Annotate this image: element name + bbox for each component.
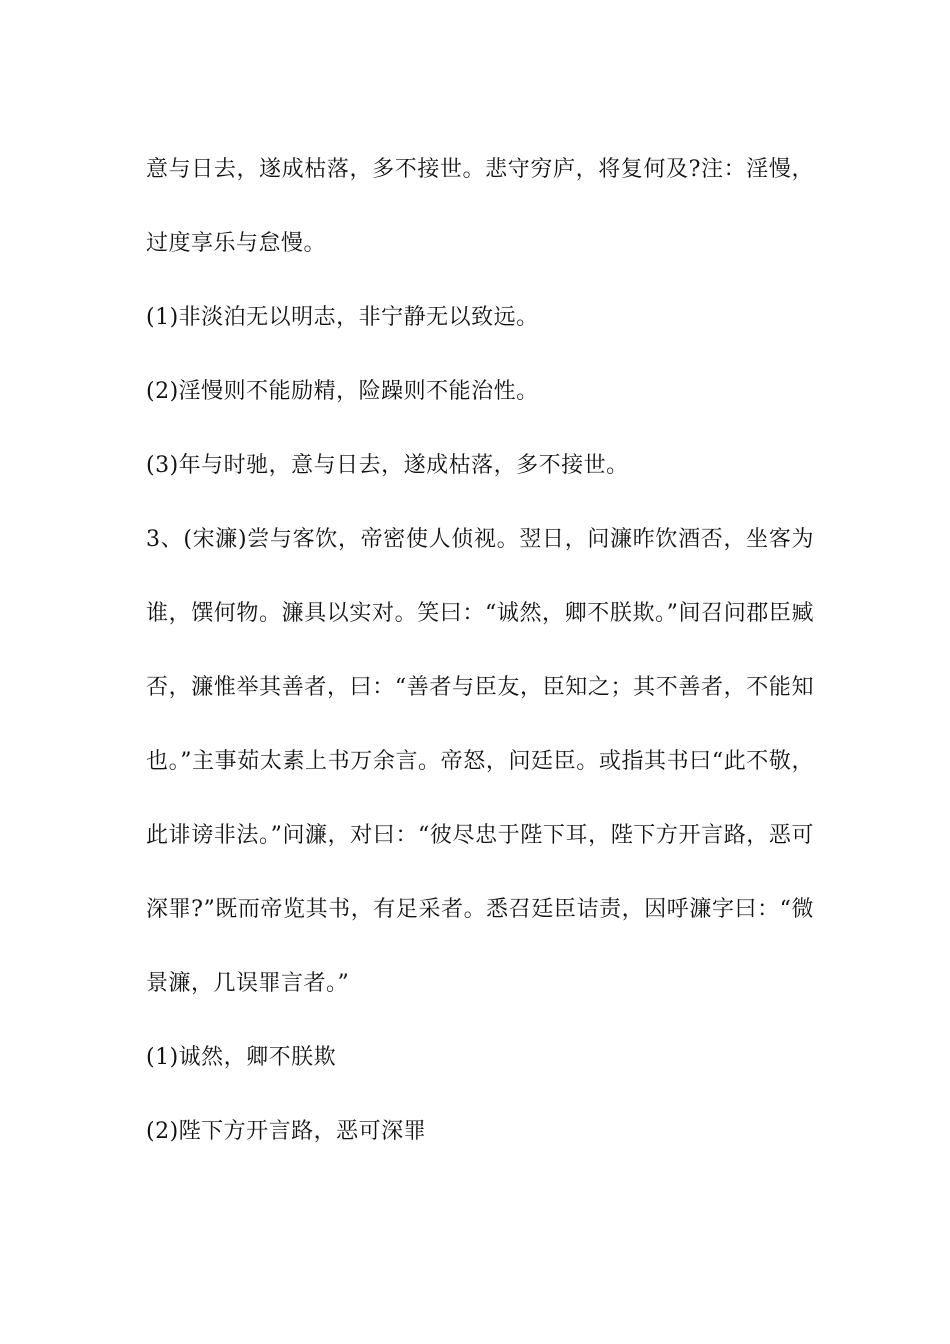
passage-3: 3、(宋濂)尝与客饮，帝密使人侦视。翌日，问濂昨饮酒否，坐客为谁，馔何物。濂具以实对。笑曰：“诚然，卿不朕欺。”间召问郡臣臧否，濂惟举其善者，曰：“善者与臣友，臣知之；其不善者，不能知也。”主事茹太素上书万余言。帝怒，问廷臣。或指其书曰“此不敬，此诽谤非法。”问濂，对曰：“彼尽忠于陛下耳，陛下方开言路，恶可深罪?”既而帝览其书，有足采者。悉召廷臣诘责，因呼濂字曰：“微景濂，几误罪言者。”	[146, 527, 814, 996]
paragraph-continuation: 意与日去，遂成枯落，多不接世。悲守穷庐，将复何及?注：淫慢，过度享乐与怠慢。	[146, 157, 814, 256]
translation-item-3: (3)年与时驰，意与日去，遂成枯落，多不接世。	[146, 453, 629, 478]
passage-3-item-2: (2)陛下方开言路，恶可深罪	[146, 1119, 427, 1144]
translation-item-1: (1)非淡泊无以明志，非宁静无以致远。	[146, 305, 539, 330]
passage-3-item-1: (1)诚然，卿不朕欺	[146, 1045, 337, 1070]
translation-item-2: (2)淫慢则不能励精，险躁则不能治性。	[146, 379, 539, 404]
document-body	[146, 133, 814, 1169]
